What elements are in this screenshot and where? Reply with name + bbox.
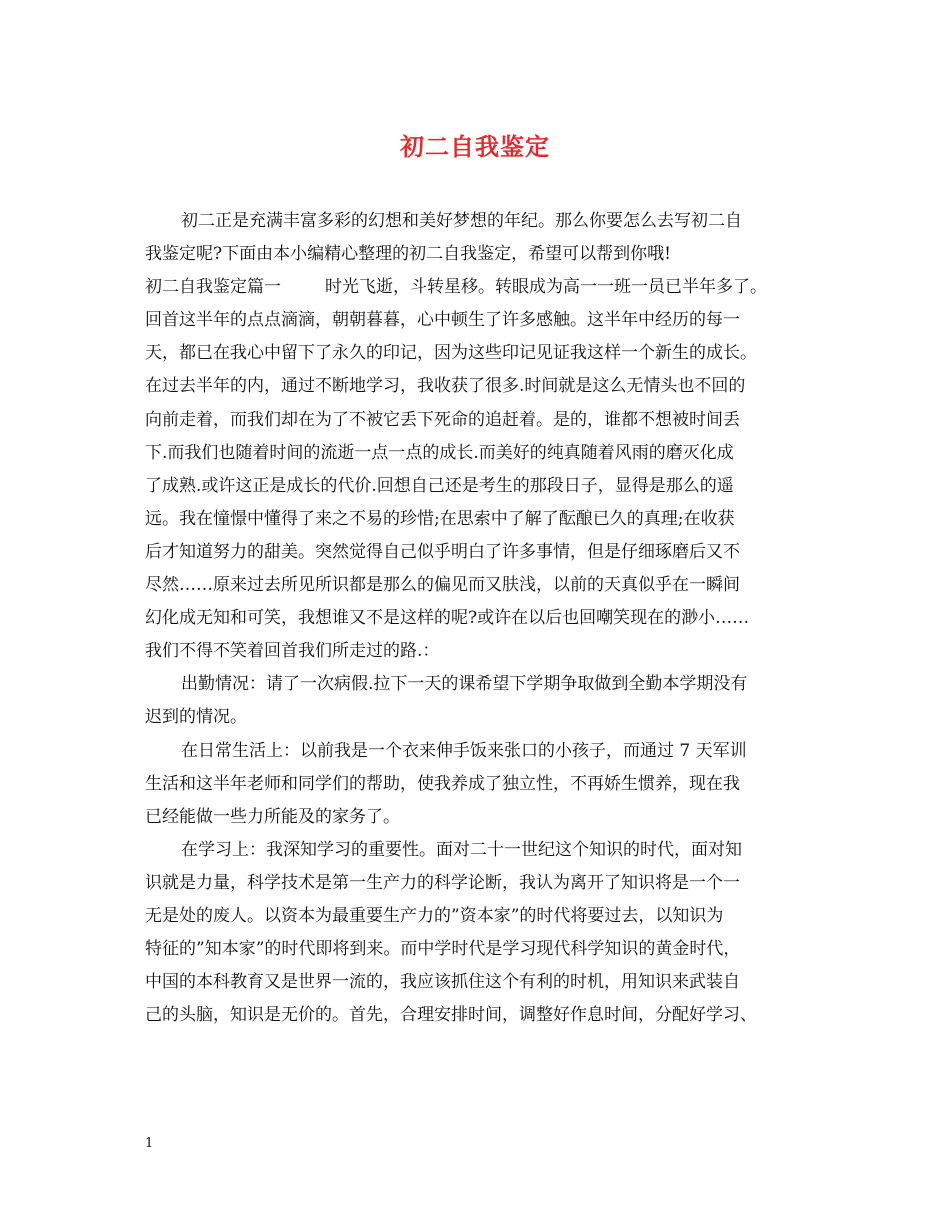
paragraph-line: 无是处的废人。以资本为最重要生产力的”资本家”的时代将要过去，以知识为 [145, 905, 724, 926]
paragraph-line: 出勤情况：请了一次病假.拉下一天的课希望下学期争取做到全勤本学期没有 [181, 674, 748, 695]
paragraph-line: 己的头脑，知识是无价的。首先，合理安排时间，调整好作息时间，分配好学习、 [145, 1005, 757, 1026]
paragraph-line: 我们不得不笑着回首我们所走过的路.： [145, 641, 440, 662]
paragraph-line: 向前走着，而我们却在为了不被它丢下死命的追赶着。是的，谁都不想被时间丢 [145, 409, 740, 430]
paragraph-line: 在过去半年的内，通过不断地学习，我收获了很多.时间就是这么无情头也不回的 [145, 376, 746, 397]
paragraph-line: 后才知道努力的甜美。突然觉得自己似乎明白了许多事情，但是仔细琢磨后又不 [145, 541, 740, 562]
paragraph-line: 尽然……原来过去所见所识都是那么的偏见而又肤浅，以前的天真似乎在一瞬间 [145, 575, 740, 596]
paragraph-line: 识就是力量，科学技术是第一生产力的科学论断，我认为离开了知识将是一个一 [145, 872, 740, 893]
paragraph-line: 在学习上：我深知学习的重要性。面对二十一世纪这个知识的时代，面对知 [181, 839, 742, 860]
paragraph-line: 已经能做一些力所能及的家务了。 [145, 806, 400, 827]
paragraph-line: 在日常生活上：以前我是一个衣来伸手饭来张口的小孩子，而通过 7 天军训 [181, 740, 747, 761]
paragraph-line: 了成熟.或许这正是成长的代价.回想自己还是考生的那段日子，显得是那么的遥 [145, 475, 734, 496]
page-number: 1 [145, 1136, 154, 1151]
paragraph-line: 远。我在憧憬中懂得了来之不易的珍惜;在思索中了解了酝酿已久的真理;在收获 [145, 508, 735, 529]
paragraph-line: 下.而我们也随着时间的流逝一点一点的成长.而美好的纯真随着风雨的磨灭化成 [145, 442, 734, 463]
paragraph-line: 中国的本科教育又是世界一流的，我应该抓住这个有利的时机，用知识来武装自 [145, 972, 740, 993]
paragraph-line: 初二正是充满丰富多彩的幻想和美好梦想的年纪。那么你要怎么去写初二自 [181, 211, 742, 231]
paragraph-text: 时光飞逝，斗转星移。转眼成为高一一班一员已半年多了。 [325, 277, 767, 298]
document-body [145, 205, 825, 1032]
paragraph-line: 迟到的情况。 [145, 707, 247, 728]
paragraph-line: 生活和这半年老师和同学们的帮助，使我养成了独立性，不再娇生惯养，现在我 [145, 773, 740, 794]
document-title: 初二自我鉴定 [400, 132, 550, 161]
paragraph-line: 回首这半年的点点滴滴，朝朝暮暮，心中顿生了许多感触。这半年中经历的每一 [145, 310, 740, 331]
paragraph-line: 幻化成无知和可笑，我想谁又不是这样的呢?或许在以后也回嘲笑现在的渺小…… [145, 608, 750, 629]
section-heading: 初二自我鉴定篇一 [145, 277, 281, 298]
section-line [145, 271, 825, 304]
paragraph-line: 特征的”知本家”的时代即将到来。而中学时代是学习现代科学知识的黄金时代， [145, 939, 741, 960]
paragraph-line: 天，都已在我心中留下了永久的印记，因为这些印记见证我这样一个新生的成长。 [145, 343, 757, 364]
paragraph-line: 我鉴定呢?下面由本小编精心整理的初二自我鉴定，希望可以帮到你哦! [145, 244, 671, 265]
